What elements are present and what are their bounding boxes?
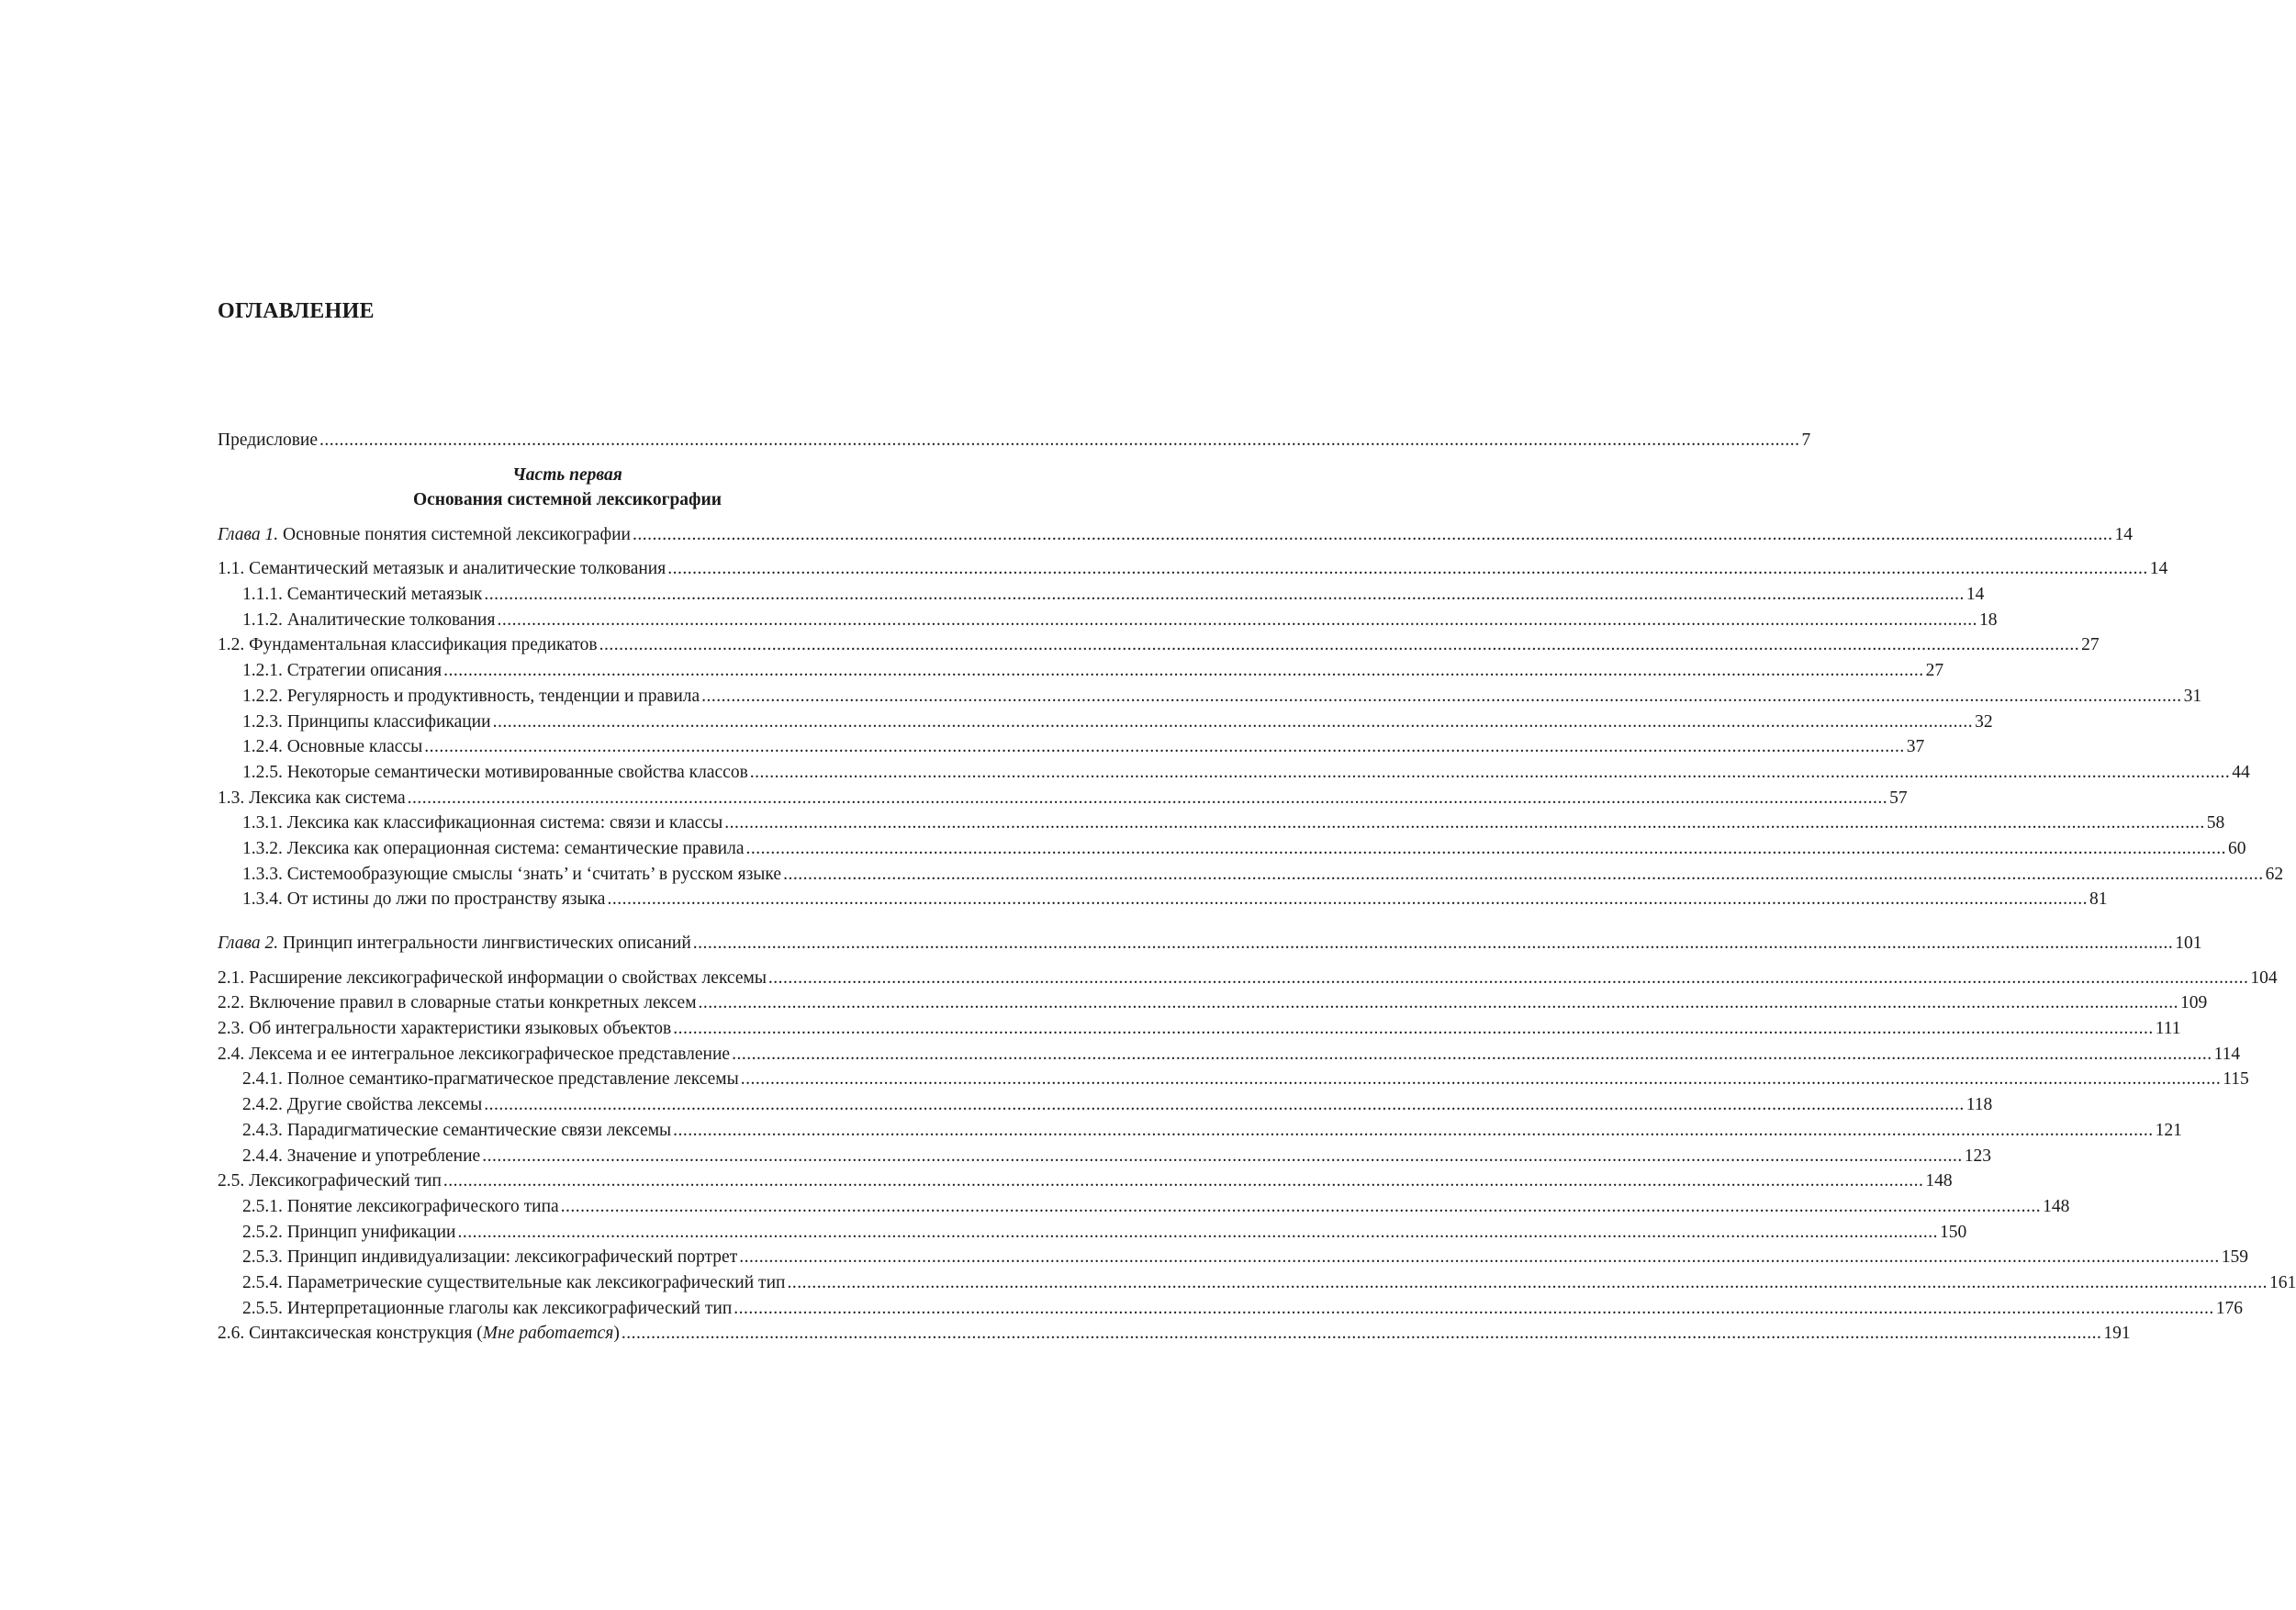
toc-entry-title: 1.3.4. От истины до лжи по пространству языка	[242, 889, 606, 910]
toc-entry[interactable]	[218, 1321, 2131, 1347]
leader-dots: ............................................................................................................................................................................................................................................................................................................	[484, 1095, 1965, 1115]
toc-chapter-2[interactable]	[218, 931, 2202, 956]
toc-entry-title: 1.2. Фундаментальная классификация предикатов	[218, 635, 598, 655]
leader-dots: ............................................................................................................................................................................................................................................................................................................	[698, 993, 2179, 1013]
toc-entry-title: Глава 2. Принцип интегральности лингвистических описаний	[218, 934, 691, 953]
leader-dots: ............................................................................................................................................................................................................................................................................................................	[484, 585, 1965, 605]
toc-entry-title: 1.3.3. Системообразующие смыслы ‘знать’ и ‘считать’ в русском языке	[242, 864, 782, 884]
toc-entry-page: 121	[2155, 1120, 2182, 1140]
toc-entry[interactable]	[218, 632, 2100, 658]
leader-dots: ............................................................................................................................................................................................................................................................................................................	[560, 1196, 2042, 1216]
toc-entry[interactable]	[218, 836, 2246, 862]
leader-dots: ............................................................................................................................................................................................................................................................................................................	[497, 609, 1977, 630]
toc-entry[interactable]	[218, 862, 2284, 888]
leader-dots: ............................................................................................................................................................................................................................................................................................................	[740, 1069, 2222, 1090]
part-title: Основания системной лексикографии	[412, 490, 722, 510]
page-title: ОГЛАВЛЕНИЕ	[218, 299, 375, 323]
toc-entry[interactable]	[218, 1168, 1953, 1194]
leader-dots: ............................................................................................................................................................................................................................................................................................................	[482, 1146, 1963, 1166]
toc-entry[interactable]	[218, 966, 2278, 991]
leader-dots: ............................................................................................................................................................................................................................................................................................................	[457, 1222, 1938, 1242]
leader-dots: ............................................................................................................................................................................................................................................................................................................	[673, 1019, 2154, 1039]
toc-entry-title: 2.5.1. Понятие лексикографического типа	[242, 1196, 559, 1216]
toc-entry-page: 57	[1889, 788, 1908, 808]
toc-entry[interactable]	[218, 1296, 2244, 1322]
toc-entry-title: 1.3. Лексика как система	[218, 788, 406, 808]
toc-entry-page: 81	[2089, 889, 2108, 910]
leader-dots: ............................................................................................................................................................................................................................................................................................................	[443, 661, 1924, 681]
toc-entry[interactable]	[218, 811, 2225, 836]
toc-entry-page: 14	[2149, 559, 2168, 579]
toc-entry-page: 104	[2250, 967, 2278, 988]
leader-dots: ............................................................................................................................................................................................................................................................................................................	[732, 1044, 2212, 1064]
toc-entry[interactable]	[218, 1067, 2249, 1092]
leader-dots: ............................................................................................................................................................................................................................................................................................................	[745, 838, 2226, 858]
toc-entry-title: 1.3.1. Лексика как классификационная система: связи и классы	[242, 813, 723, 833]
toc-entry-title: Глава 1. Основные понятия системной лексикографии	[218, 524, 631, 544]
toc-entry-page: 44	[2232, 762, 2250, 782]
toc-entry-page: 159	[2221, 1247, 2248, 1268]
toc-entry-page: 62	[2265, 864, 2284, 884]
toc-entry[interactable]	[218, 760, 2250, 786]
leader-dots: ............................................................................................................................................................................................................................................................................................................	[442, 1171, 1924, 1191]
table-of-contents	[218, 428, 2296, 1347]
toc-entry-title: 2.5.3. Принцип индивидуализации: лексикографический портрет	[242, 1247, 738, 1268]
toc-entry-page: 101	[2175, 934, 2202, 953]
toc-entry-title: 2.4.1. Полное семантико-прагматическое представление лексемы	[242, 1069, 739, 1090]
toc-entry-title: 2.5.2. Принцип унификации	[242, 1222, 456, 1242]
leader-dots: ............................................................................................................................................................................................................................................................................................................	[673, 1120, 2154, 1140]
leader-dots: ............................................................................................................................................................................................................................................................................................................	[319, 430, 1800, 450]
toc-entry[interactable]	[218, 1270, 2296, 1296]
toc-entry[interactable]	[218, 1194, 2070, 1220]
toc-entry[interactable]	[218, 1144, 1991, 1169]
toc-entry-page: 14	[2114, 524, 2133, 544]
leader-dots: ............................................................................................................................................................................................................................................................................................................	[749, 762, 2231, 782]
leader-dots: ............................................................................................................................................................................................................................................................................................................	[734, 1298, 2214, 1318]
toc-entry[interactable]	[218, 608, 1998, 633]
toc-entry-title: 1.2.4. Основные классы	[242, 737, 423, 757]
toc-entry-title: 2.4.4. Значение и употребление	[242, 1146, 481, 1166]
toc-entry-page: 109	[2180, 993, 2208, 1013]
toc-entry-title: 1.1.2. Аналитические толкования	[242, 609, 496, 630]
toc-entry-title: 2.4.3. Парадигматические семантические связи лексемы	[242, 1120, 672, 1140]
toc-entry-page: 18	[1978, 609, 1998, 630]
toc-entry[interactable]	[218, 658, 1944, 684]
toc-entry-title: 1.2.1. Стратегии описания	[242, 661, 442, 681]
toc-entry-page: 60	[2228, 838, 2246, 858]
toc-entry-title: 2.4. Лексема и ее интегральное лексикографическое представление	[218, 1044, 731, 1064]
toc-entry-page: 31	[2183, 686, 2202, 706]
toc-entry-page: 114	[2213, 1044, 2241, 1064]
toc-entry[interactable]	[218, 786, 1908, 811]
toc-entry[interactable]	[218, 1092, 1993, 1118]
toc-entry[interactable]	[218, 990, 2208, 1016]
leader-dots: ............................................................................................................................................................................................................................................................................................................	[667, 559, 2148, 579]
toc-entry-page: 191	[2103, 1324, 2131, 1344]
toc-entry[interactable]	[218, 582, 1985, 608]
leader-dots: ............................................................................................................................................................................................................................................................................................................	[407, 788, 1888, 808]
leader-dots: ............................................................................................................................................................................................................................................................................................................	[607, 889, 2088, 910]
leader-dots: ............................................................................................................................................................................................................................................................................................................	[599, 635, 2080, 655]
toc-entry-page: 32	[1975, 711, 1993, 732]
leader-dots: ............................................................................................................................................................................................................................................................................................................	[701, 686, 2182, 706]
chapter-2-entries	[218, 966, 2296, 1322]
toc-entry-page: 111	[2155, 1019, 2181, 1039]
toc-entry-title: 2.6. Синтаксическая конструкция (Мне работается)	[218, 1324, 620, 1344]
toc-entry-title: 1.3.2. Лексика как операционная система: семантические правила	[242, 838, 745, 858]
toc-entry[interactable]	[218, 1042, 2241, 1068]
toc-entry[interactable]	[218, 684, 2202, 710]
toc-entry-page: 58	[2206, 813, 2225, 833]
leader-dots: ............................................................................................................................................................................................................................................................................................................	[492, 711, 1974, 732]
toc-entry-title: Предисловие	[218, 430, 319, 450]
toc-entry-title: 2.1. Расширение лексикографической информации о свойствах лексемы	[218, 967, 767, 988]
leader-dots: ............................................................................................................................................................................................................................................................................................................	[724, 813, 2205, 833]
toc-entry-title: 2.5. Лексикографический тип	[218, 1171, 442, 1191]
toc-entry-page: 115	[2223, 1069, 2249, 1090]
toc-entry-title: 1.1. Семантический метаязык и аналитические толкования	[218, 559, 666, 579]
toc-entry-title: 1.2.3. Принципы классификации	[242, 711, 491, 732]
toc-entry-page: 14	[1966, 585, 1985, 605]
toc-entry-title: 2.4.2. Другие свойства лексемы	[242, 1095, 483, 1115]
toc-entry-page: 150	[1939, 1222, 1967, 1242]
leader-dots: ............................................................................................................................................................................................................................................................................................................	[621, 1324, 2102, 1344]
toc-entry[interactable]	[218, 1118, 2182, 1144]
toc-entry-title: 2.2. Включение правил в словарные статьи конкретных лексем	[218, 993, 697, 1013]
toc-entry-page: 27	[1925, 661, 1944, 681]
toc-entry[interactable]	[218, 1220, 1967, 1246]
toc-entry-title: 2.3. Об интегральности характеристики языковых объектов	[218, 1019, 672, 1039]
toc-entry-page: 176	[2215, 1298, 2244, 1318]
toc-entry-preface[interactable]	[218, 428, 1811, 453]
toc-entry-page: 148	[1925, 1171, 1953, 1191]
toc-entry-title: 2.5.4. Параметрические существительные как лексикографический тип	[242, 1272, 786, 1292]
toc-entry-title: 1.1.1. Семантический метаязык	[242, 585, 483, 605]
leader-dots: ............................................................................................................................................................................................................................................................................................................	[787, 1272, 2268, 1292]
toc-entry-title: 1.2.2. Регулярность и продуктивность, тенденции и правила	[242, 686, 700, 706]
toc-entry-page: 118	[1966, 1095, 1993, 1115]
leader-dots: ............................................................................................................................................................................................................................................................................................................	[632, 524, 2113, 544]
toc-entry-page: 37	[1906, 737, 1925, 757]
toc-entry-page: 148	[2043, 1196, 2070, 1216]
toc-entry[interactable]	[218, 1245, 2248, 1270]
toc-entry-title: 1.2.5. Некоторые семантически мотивированные свойства классов	[242, 762, 748, 782]
leader-dots: ............................................................................................................................................................................................................................................................................................................	[783, 864, 2264, 884]
leader-dots: ............................................................................................................................................................................................................................................................................................................	[692, 934, 2174, 953]
leader-dots: ............................................................................................................................................................................................................................................................................................................	[767, 967, 2249, 988]
toc-entry[interactable]	[218, 556, 2168, 582]
toc-entry-page: 7	[1801, 430, 1811, 450]
toc-entry[interactable]	[218, 734, 1925, 760]
toc-entry-page: 123	[1964, 1146, 1991, 1166]
part-label: Часть первая	[512, 464, 622, 485]
leader-dots: ............................................................................................................................................................................................................................................................................................................	[739, 1247, 2220, 1268]
toc-entry-page: 27	[2081, 635, 2100, 655]
toc-entry-title: 2.5.5. Интерпретационные глаголы как лексикографический тип	[242, 1298, 733, 1318]
toc-entry[interactable]	[218, 887, 2108, 912]
leader-dots: ............................................................................................................................................................................................................................................................................................................	[424, 737, 1905, 757]
toc-chapter-1[interactable]	[218, 522, 2133, 548]
toc-entry[interactable]	[218, 1016, 2181, 1042]
toc-entry[interactable]	[218, 710, 1993, 735]
toc-entry-page: 161	[2268, 1272, 2296, 1292]
chapter-1-entries	[218, 556, 2284, 912]
